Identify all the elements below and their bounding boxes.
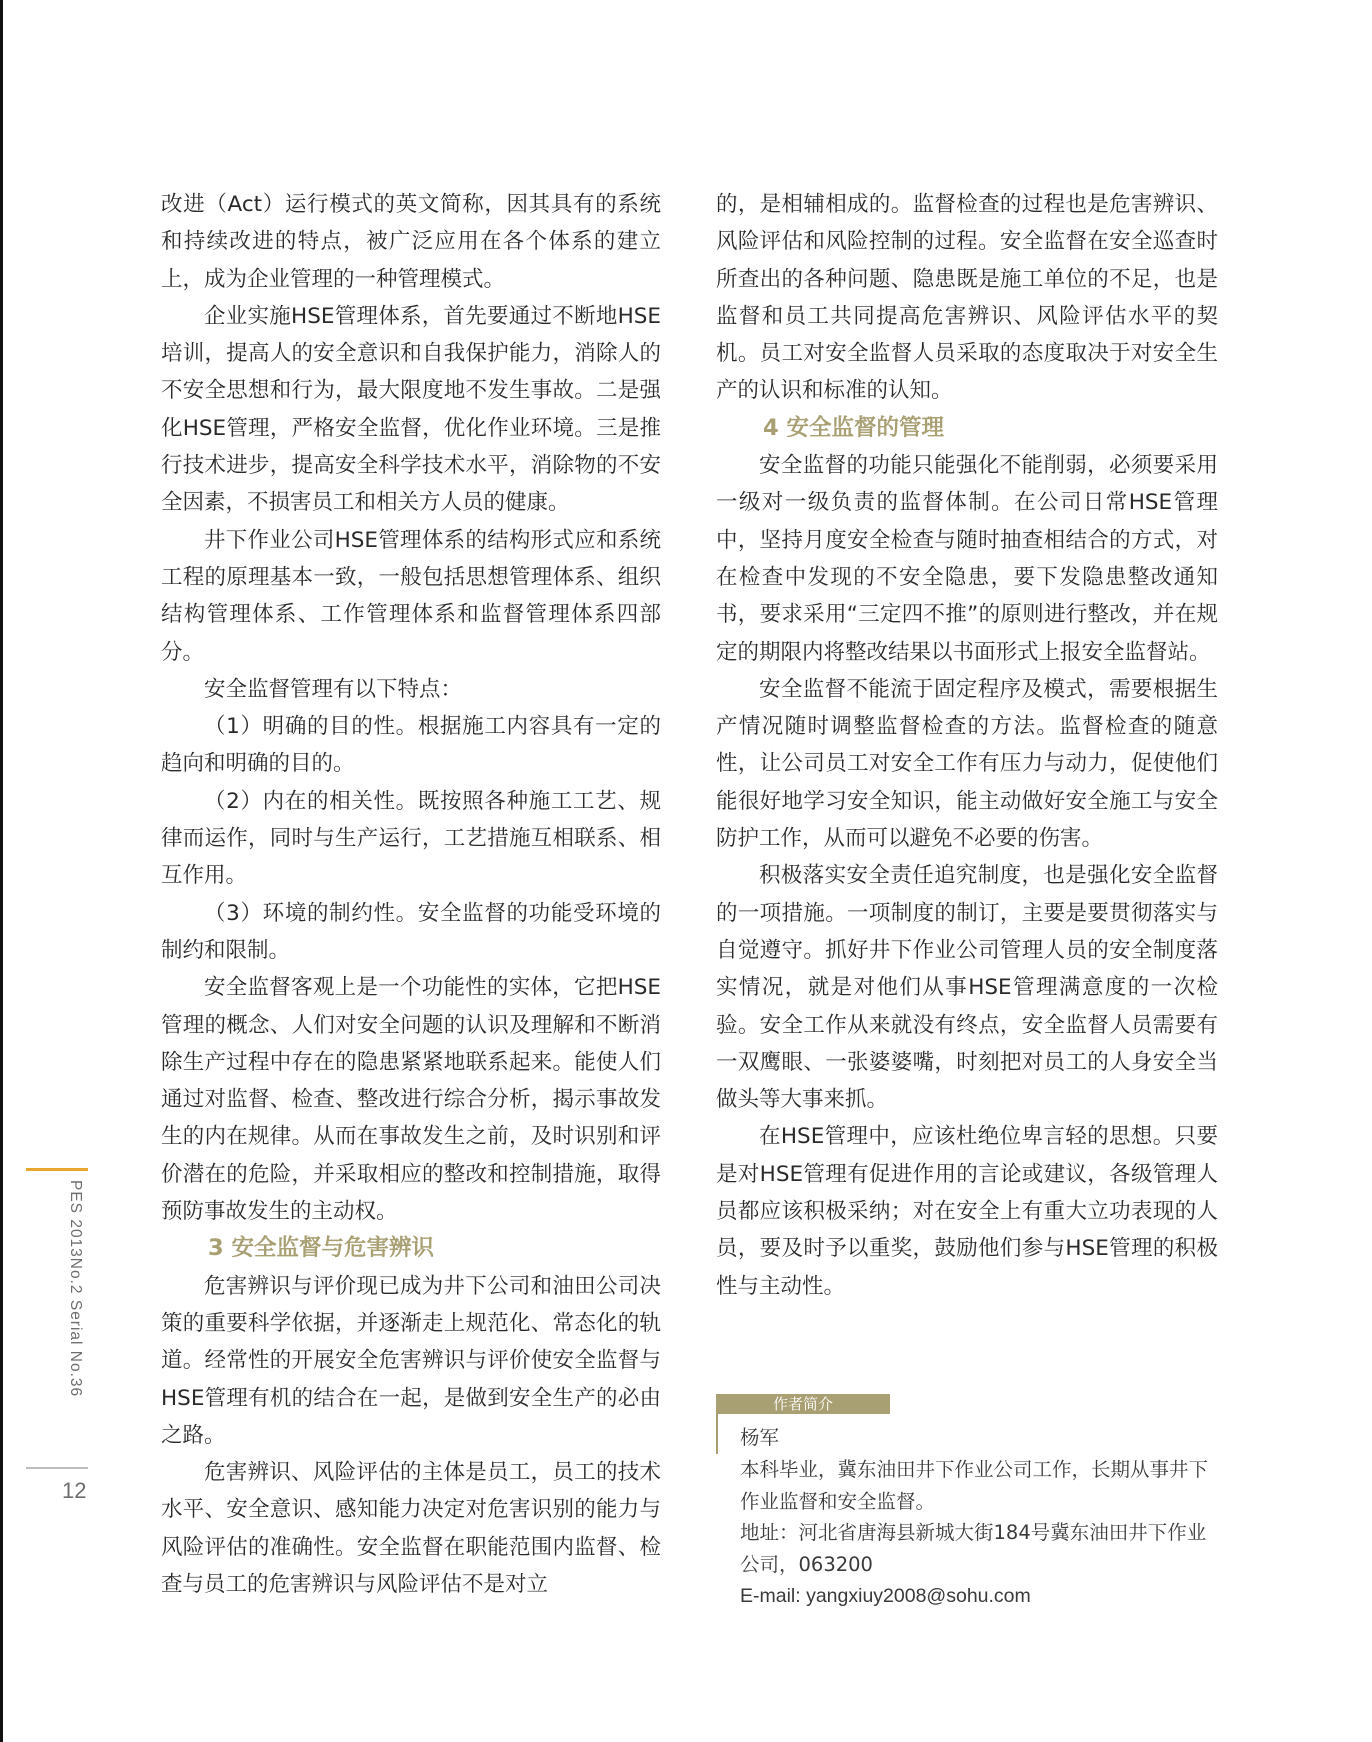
right-paragraph: 安全监督的功能只能强化不能削弱，必须要采用一级对一级负责的监督体制。在公司日常HSE管理中，坚持月度安全检查与随时抽查相结合的方式，对在检查中发现的不安全隐患，要下发隐患整改通知书，要求采用“三定四不推”的原则进行整改，并在规定的期限内将整改结果以书面形式上报安全监督站。 [716,453,1218,665]
author-name: 杨军 [740,1426,780,1449]
page-edge-line [0,0,3,1742]
left-paragraph: 安全监督客观上是一个功能性的实体，它把HSE管理的概念、人们对安全问题的认识及理解和不断消除生产过程中存在的隐患紧紧地联系起来。能使人们通过对监督、检查、整改进行综合分析，揭示事故发生的内在规律。从而在事故发生之前，及时识别和评价潜在的危险，并采取相应的整改和控制措施，取得预防事故发生的主动权。 [161,975,661,1225]
left-paragraph: 安全监督管理有以下特点： [204,676,463,702]
author-bio: 本科毕业，冀东油田井下作业公司工作，长期从事井下作业监督和安全监督。 [740,1457,1209,1513]
sidebar-accent-line [26,1168,88,1171]
right-paragraph: 积极落实安全责任追究制度，也是强化安全监督的一项措施。一项制度的制订，主要是要贯彻落实与自觉遵守。抓好井下作业公司管理人员的安全制度落实情况，就是对他们从事HSE管理满意度的一次检验。安全工作从来就没有终点，安全监督人员需要有一双鹰眼、一张婆婆嘴，时刻把对员工的人身安全当做头等大事来抓。 [716,863,1218,1113]
right-section-heading: 4 安全监督的管理 [763,414,944,441]
left-paragraph: 井下作业公司HSE管理体系的结构形式应和系统工程的原理基本一致，一般包括思想管理体系、组织结构管理体系、工作管理体系和监督管理体系四部分。 [161,527,661,665]
left-paragraph: 企业实施HSE管理体系，首先要通过不断地HSE培训，提高人的安全意识和自我保护能力，消除人的不安全思想和行为，最大限度地不发生事故。二是强化HSE管理，严格安全监督，优化作业环境。三是推行技术进步，提高安全科学技术水平，消除物的不安全因素，不损害员工和相关方人员的健康。 [161,303,661,516]
author-email: E-mail: yangxiuy2008@sohu.com [740,1584,1031,1607]
left-section-heading: 3 安全监督与危害辨识 [208,1235,434,1262]
author-address: 地址：河北省唐海县新城大街184号冀东油田井下作业公司，063200 [740,1521,1207,1577]
right-paragraph: 在HSE管理中，应该杜绝位卑言轻的思想。只要是对HSE管理有促进作用的言论或建议，各级管理人员都应该积极采纳；对在安全上有重大立功表现的人员，要及时予以重奖，鼓励他们参与HSE管理的积极性与主动性。 [716,1124,1218,1299]
right-paragraph: 的，是相辅相成的。监督检查的过程也是危害辨识、风险评估和风险控制的过程。安全监督在安全巡查时所查出的各种问题、隐患既是施工单位的不足，也是监督和员工共同提高危害辨识、风险评估水平的契机。员工对安全监督人员采取的态度取决于对安全生产的认识和标准的认知。 [716,192,1218,404]
left-text-column [161,186,661,1603]
journal-issue-label: PES 2013No.2 Serial No.36 [67,1180,84,1398]
left-paragraph: 危害辨识与评价现已成为井下公司和油田公司决策的重要科学依据，并逐渐走上规范化、常态化的轨道。经常性的开展安全危害辨识与评价使安全监督与HSE管理有机的结合在一起，是做到安全生产的必由之路。 [161,1273,661,1448]
sidebar-divider [26,1467,88,1469]
left-paragraph: 危害辨识、风险评估的主体是员工，员工的技术水平、安全意识、感知能力决定对危害识别的能力与风险评估的准确性。安全监督在职能范围内监督、检查与员工的危害辨识与风险评估不是对立 [161,1460,661,1597]
right-paragraph: 安全监督不能流于固定程序及模式，需要根据生产情况随时调整监督检查的方法。监督检查的随意性，让公司员工对安全工作有压力与动力，促使他们能很好地学习安全知识，能主动做好安全施工与安全防护工作，从而可以避免不必要的伤害。 [716,676,1218,852]
right-text-column [716,186,1218,1305]
left-paragraph: （2）内在的相关性。既按照各种施工工艺、规律而运作，同时与生产运行，工艺措施互相联系、相互作用。 [161,788,661,889]
author-profile [716,1394,1218,1613]
left-paragraph: （3）环境的制约性。安全监督的功能受环境的制约和限制。 [161,900,661,963]
page-number: 12 [62,1478,87,1503]
author-profile-bar [716,1394,718,1454]
author-profile-tab: 作者简介 [716,1394,890,1414]
left-paragraph: （1）明确的目的性。根据施工内容具有一定的趋向和明确的目的。 [161,714,661,777]
left-paragraph: 改进（Act）运行模式的英文简称，因其具有的系统和持续改进的特点，被广泛应用在各个体系的建立上，成为企业管理的一种管理模式。 [161,192,661,292]
